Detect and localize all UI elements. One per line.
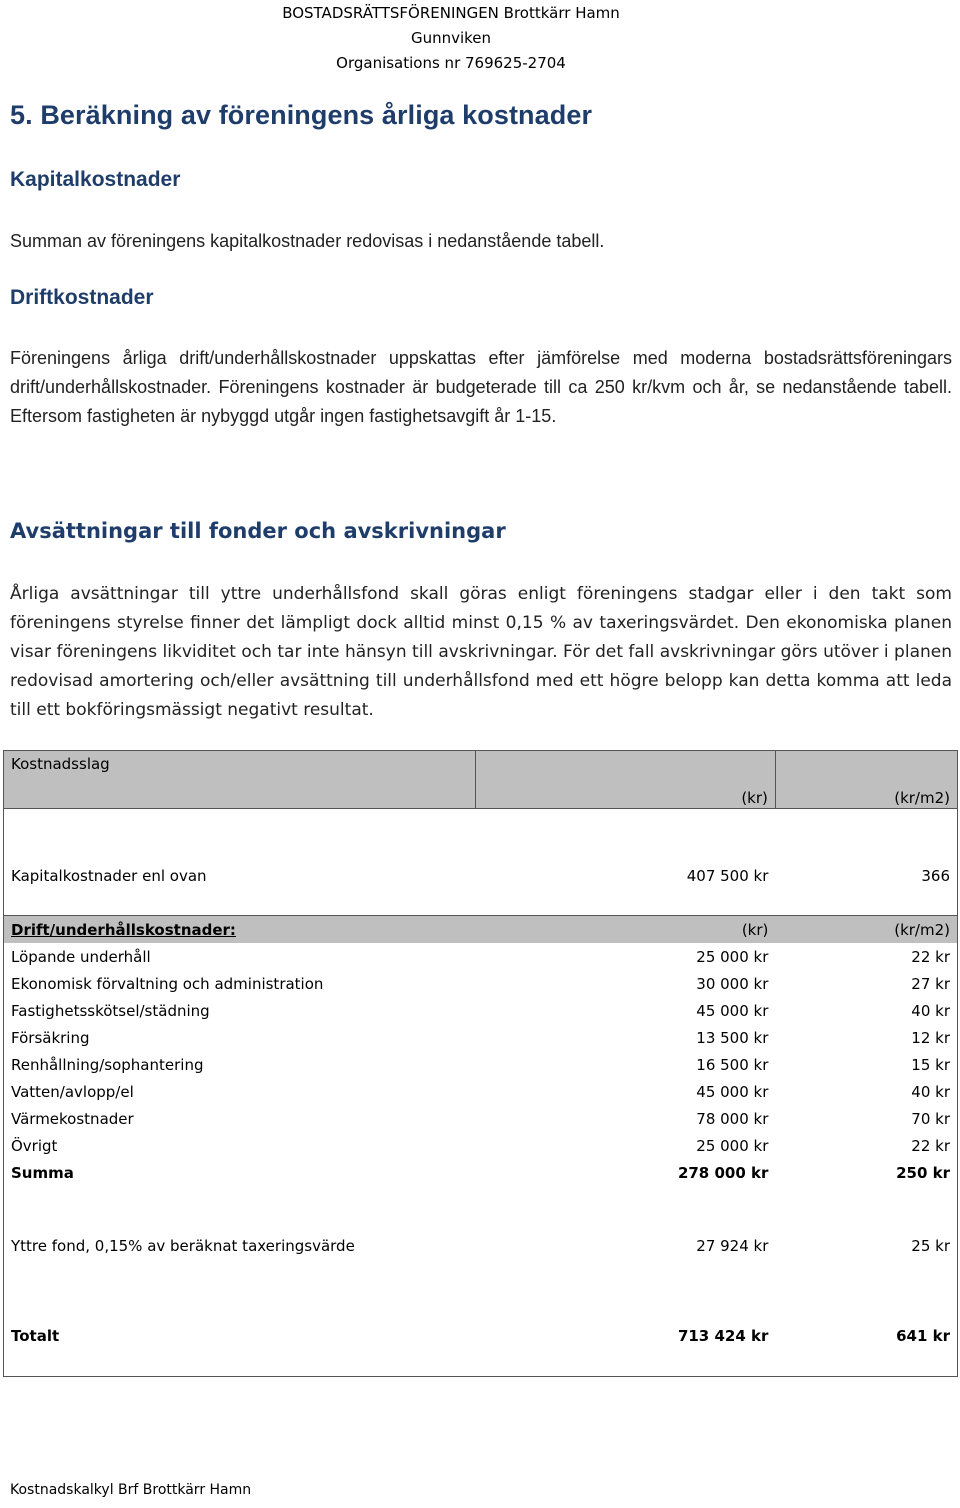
kapital-text: Summan av föreningens kapitalkostnader redovisas i nedanstående tabell.: [10, 231, 605, 251]
row-label: Vatten/avlopp/el: [4, 1078, 476, 1105]
kapital-row: [4, 809, 958, 916]
row-krm2: 12 kr: [775, 1024, 957, 1051]
row-label: Övrigt: [4, 1132, 476, 1159]
row-krm2: 27 kr: [775, 970, 957, 997]
drift-text: Föreningens årliga drift/underhållskostnader uppskattas efter jämförelse med moderna bostadsrättsföreningars drift/underhållskostnader. Föreningens kostnader är budgeterade till ca 250 kr/kvm och år, se nedanstående tabell. Eftersom fastigheten är nybyggd utgår ingen fastighetsavgift år 1-15.: [10, 348, 952, 426]
table-row: [4, 1105, 958, 1132]
header-kostnadsslag: Kostnadsslag: [4, 751, 476, 809]
kapital-row-krm2: 366: [775, 809, 957, 916]
drift-header-krm2: (kr/m2): [775, 916, 957, 944]
row-label: Löpande underhåll: [4, 943, 476, 970]
totalt-row: [4, 1276, 958, 1377]
row-krm2: 15 kr: [775, 1051, 957, 1078]
row-kr: 30 000 kr: [696, 974, 769, 993]
table-header-row: [4, 751, 958, 809]
row-krm2: 40 kr: [775, 1078, 957, 1105]
summa-row: [4, 1159, 958, 1186]
totalt-kr: 713 424 kr: [476, 1276, 776, 1377]
avsattning-text: Årliga avsättningar till yttre underhållsfond skall göras enligt föreningens stadgar eller i den takt som föreningens styrelse finner det lämpligt dock alltid minst 0,15 % av taxeringsvärdet. Den ekonomiska planen visar föreningens likviditet och tar inte hänsyn till avskrivningar. För det fall avskrivningar görs utöver i planen redovisad amortering och/eller avsättning till underhållsfond med ett högre belopp kan detta komma att leda till ett bokföringsmässigt negativt resultat.: [10, 584, 952, 720]
drift-header-row: [4, 916, 958, 944]
fond-label: Yttre fond, 0,15% av beräknat taxeringsvärde: [4, 1186, 476, 1276]
totalt-krm2: 641 kr: [775, 1276, 957, 1377]
avsattning-heading: Avsättningar till fonder och avskrivningar: [10, 519, 506, 543]
row-label: Försäkring: [4, 1024, 476, 1051]
page-footer: Kostnadskalkyl Brf Brottkärr Hamn: [10, 1482, 252, 1498]
header-krm2: (kr/m2): [775, 751, 957, 809]
table-row: [4, 943, 958, 970]
summa-kr: 278 000 kr: [677, 1163, 769, 1182]
row-krm2: 70 kr: [775, 1105, 957, 1132]
row-krm2: 40 kr: [775, 997, 957, 1024]
drift-header-kr: (kr): [476, 916, 776, 944]
header-org-number: Organisations nr 769625-2704: [336, 54, 566, 72]
header-association-name: BOSTADSRÄTTSFÖRENINGEN Brottkärr Hamn: [282, 4, 620, 22]
kapital-row-label: Kapitalkostnader enl ovan: [4, 809, 476, 916]
fond-krm2: 25 kr: [775, 1186, 957, 1276]
fond-kr: 27 924 kr: [696, 1237, 769, 1255]
table-row: [4, 970, 958, 997]
summa-label: Summa: [4, 1159, 476, 1186]
row-krm2: 22 kr: [775, 1132, 957, 1159]
table-row: [4, 1024, 958, 1051]
row-krm2: 22 kr: [775, 943, 957, 970]
header-location: Gunnviken: [410, 29, 492, 47]
row-kr: 45 000 kr: [696, 1001, 769, 1020]
table-row: [4, 1132, 958, 1159]
header-kr: (kr): [476, 751, 776, 809]
row-label: Värmekostnader: [4, 1105, 476, 1132]
row-kr: 45 000 kr: [696, 1082, 769, 1101]
row-kr: 25 000 kr: [696, 1136, 769, 1155]
row-kr: 13 500 kr: [696, 1028, 769, 1047]
row-label: Ekonomisk förvaltning och administration: [4, 970, 476, 997]
row-label: Fastighetsskötsel/städning: [4, 997, 476, 1024]
row-kr: 78 000 kr: [696, 1109, 769, 1128]
document-header: [241, 0, 661, 76]
table-row: [4, 997, 958, 1024]
drift-heading: Driftkostnader: [10, 286, 154, 309]
row-kr: 16 500 kr: [696, 1055, 769, 1074]
row-label: Renhållning/sophantering: [4, 1051, 476, 1078]
summa-krm2: 250 kr: [775, 1159, 957, 1186]
kapital-heading: Kapitalkostnader: [10, 168, 181, 191]
table-row: [4, 1078, 958, 1105]
section-title: 5. Beräkning av föreningens årliga kostnader: [10, 100, 593, 130]
fond-row: [4, 1186, 958, 1276]
row-kr: 25 000 kr: [696, 947, 769, 966]
kapital-row-kr: 407 500 kr: [686, 867, 769, 885]
drift-header-label: Drift/underhållskostnader:: [4, 916, 476, 944]
table-row: [4, 1051, 958, 1078]
cost-table: [3, 750, 958, 1377]
totalt-label: Totalt: [4, 1276, 476, 1377]
